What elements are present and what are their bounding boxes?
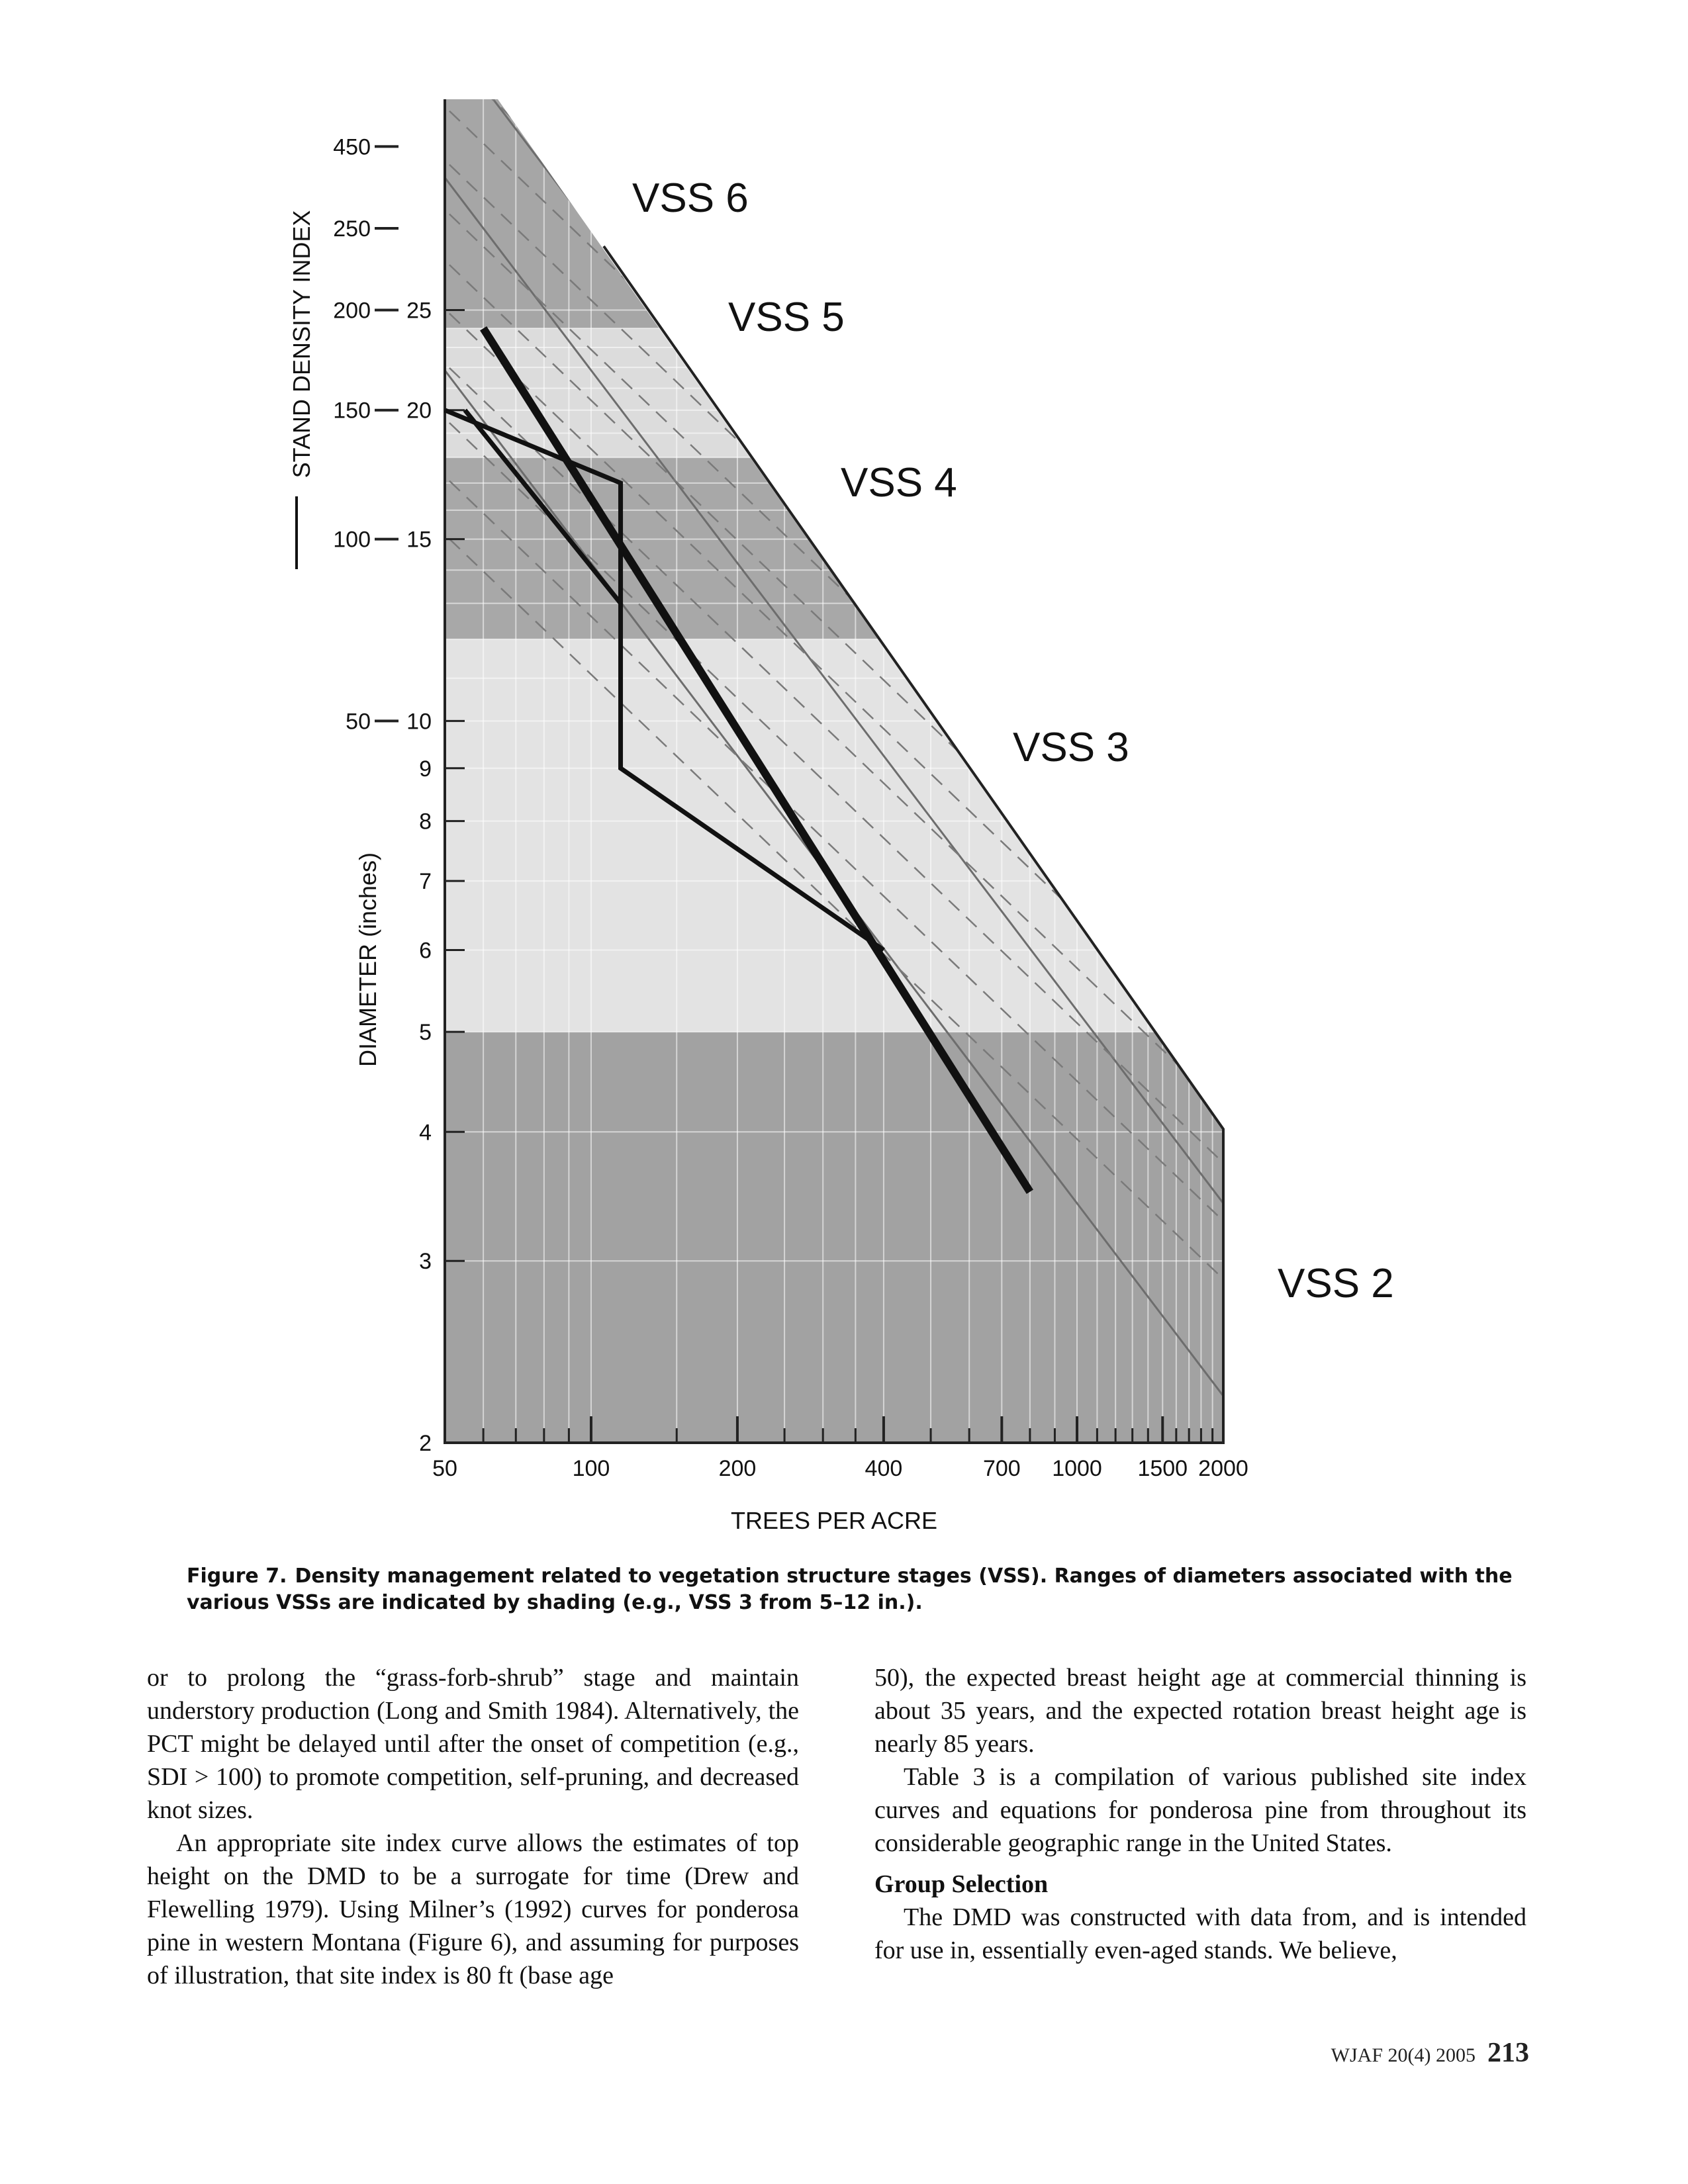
- y-tick-label: 7: [419, 869, 432, 895]
- paragraph: The DMD was constructed with data from, and is intended for use in, essentially even-aged stands. We believe,: [874, 1903, 1526, 1964]
- vss-band: [445, 1032, 1223, 1443]
- y-tick-label: 15: [406, 527, 432, 553]
- x-tick-label: 50: [432, 1456, 457, 1481]
- x-tick-label: 1500: [1137, 1456, 1188, 1481]
- x-tick-label: 700: [982, 1456, 1021, 1481]
- y-tick-label: 25: [406, 298, 432, 324]
- x-tick-label: 200: [718, 1456, 757, 1481]
- paragraph: An appropriate site index curve allows the estimates of top height on the DMD to be a surrogate for time (Drew and Flewelling 1979). Using Milner’s (1992) curves for ponderosa pine in western Montana (Figure 6), and assuming for purposes of illustration, that site index is 80 ft (base age: [147, 1829, 799, 1989]
- x-tick-label: 1000: [1052, 1456, 1102, 1481]
- sdi-label: 450: [333, 134, 371, 160]
- x-tick-label: 100: [572, 1456, 610, 1481]
- figure-label: Figure 7.: [187, 1565, 287, 1588]
- journal-citation: WJAF 20(4) 2005: [1331, 2044, 1476, 2066]
- body-column-left: [147, 1661, 799, 1992]
- sdi-axis-title: STAND DENSITY INDEX: [288, 210, 315, 478]
- paragraph: Table 3 is a compilation of various published site index curves and equations for ponderosa pine from throughout its considerable geographic range in the United States.: [874, 1763, 1526, 1857]
- figure-caption-text: Density management related to vegetation structure stages (VSS). Ranges of diameters associated with the various VSSs are indicated by shading (e.g., VSS 3 from 5–12 in.).: [187, 1565, 1513, 1614]
- sdi-label: 200: [333, 298, 371, 324]
- page-footer: [1331, 2037, 1529, 2069]
- y-tick-label: 8: [419, 809, 432, 835]
- page-number: 213: [1487, 2038, 1529, 2068]
- y-tick-label: 6: [419, 938, 432, 964]
- section-heading: Group Selection: [874, 1870, 1049, 1898]
- y-tick-label: 9: [419, 756, 432, 782]
- x-tick-label: 2000: [1198, 1456, 1248, 1481]
- x-tick-label: 400: [865, 1456, 903, 1481]
- x-axis-title: TREES PER ACRE: [730, 1507, 938, 1534]
- y-tick-label: 20: [406, 398, 432, 424]
- y-tick-label: 3: [419, 1249, 432, 1275]
- vss-band: [445, 457, 1223, 639]
- figure-caption: [187, 1563, 1550, 1616]
- vss-label: VSS 6: [632, 175, 749, 221]
- vss-label: VSS 2: [1278, 1261, 1394, 1306]
- sdi-label: 150: [333, 398, 371, 424]
- y-axis-title: DIAMETER (inches): [354, 852, 381, 1068]
- y-tick-label: 4: [419, 1120, 432, 1146]
- y-tick-label: 2: [419, 1431, 432, 1456]
- sdi-label: 250: [333, 216, 371, 242]
- y-tick-label: 5: [419, 1020, 432, 1046]
- y-tick-label: 10: [406, 709, 432, 735]
- sdi-label: 50: [346, 709, 371, 735]
- body-column-right: [874, 1661, 1526, 1967]
- sdi-label: 100: [333, 527, 371, 553]
- paragraph: or to prolong the “grass-forb-shrub” stage and maintain understory production (Long and Smith 1984). Alternatively, the PCT might be delayed until after the onset of competition (e.g., SDI > 100) to promote competition, self-pruning, and decreased knot sizes.: [147, 1664, 799, 1824]
- vss-label: VSS 5: [728, 295, 845, 340]
- vss-label: VSS 3: [1013, 725, 1129, 770]
- paragraph: 50), the expected breast height age at commercial thinning is about 35 years, and the expected rotation breast height age is nearly 85 years.: [874, 1664, 1526, 1758]
- vss-label: VSS 4: [841, 460, 957, 506]
- vss-band: [445, 639, 1223, 1032]
